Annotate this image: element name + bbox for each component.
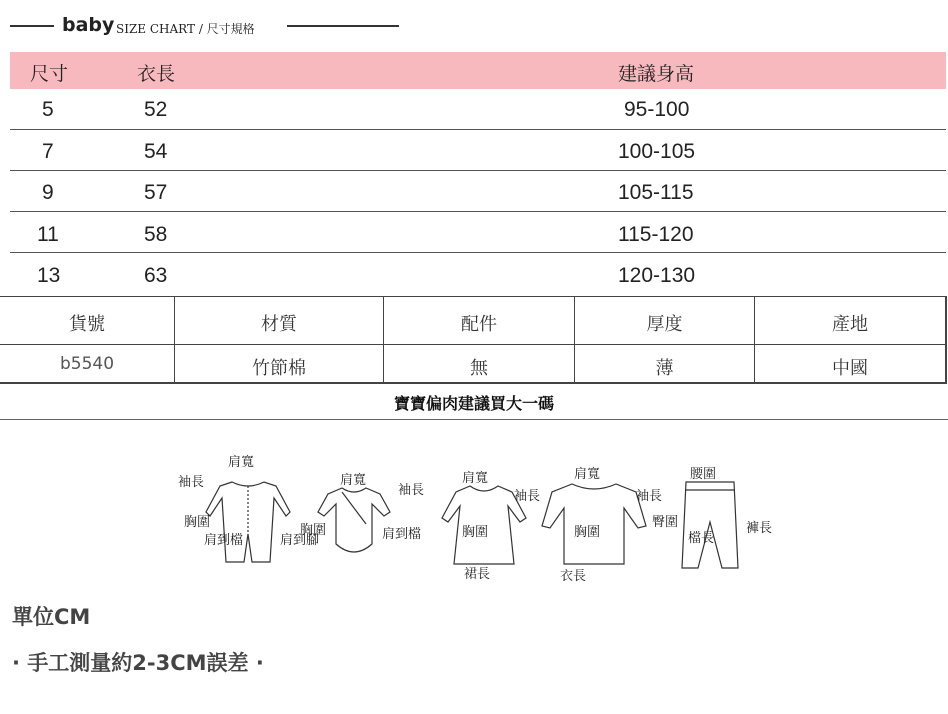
info-value-origin: 中國	[832, 358, 868, 379]
info-header-item-no: 貨號	[69, 314, 105, 335]
table-row	[10, 130, 946, 171]
table-row	[10, 171, 946, 212]
section-divider	[0, 419, 948, 420]
top-sleeve-label: 袖長	[636, 489, 663, 504]
height-cell: 100-105	[618, 140, 696, 163]
unit-label: 單位CM	[12, 605, 91, 629]
size-cell: 5	[42, 98, 54, 121]
header-divider-left	[10, 25, 54, 27]
info-value-accessories: 無	[470, 358, 488, 379]
info-header-origin: 產地	[832, 314, 868, 335]
romper-sleeve-label: 袖長	[178, 475, 205, 490]
bodysuit-chest-label: 胸圍	[300, 523, 327, 538]
height-cell: 120-130	[618, 264, 696, 287]
info-value-material: 竹節棉	[252, 358, 306, 379]
table-row	[10, 253, 946, 296]
info-border-bottom	[0, 382, 947, 384]
measurement-error-note: · 手工測量約2-3CM誤差 ·	[12, 651, 264, 675]
info-header-thickness: 厚度	[646, 314, 683, 335]
info-header-accessories: 配件	[461, 314, 497, 335]
top-illustration	[542, 484, 646, 564]
size-cell: 7	[42, 140, 54, 163]
column-size: 尺寸	[30, 63, 69, 85]
bodysuit-illustration	[318, 488, 390, 552]
product-info-table	[0, 296, 948, 384]
pants-waist-label: 腰圍	[690, 467, 717, 482]
top-chest-label: 胸圍	[574, 525, 601, 540]
size-cell: 11	[37, 223, 59, 246]
pants-length-label: 褲長	[746, 521, 773, 536]
info-border-right	[945, 296, 947, 384]
pants-illustration	[682, 482, 738, 568]
romper-chest-label: 胸圍	[184, 515, 211, 530]
size-chart-header	[10, 12, 410, 42]
column-height: 建議身高	[618, 63, 695, 85]
bodysuit-shoulder-label: 肩寬	[340, 473, 367, 488]
table-row	[10, 212, 946, 253]
dress-skirt-label: 裙長	[464, 567, 491, 582]
romper-foot-label: 肩到腳	[280, 533, 320, 548]
measurement-diagram	[160, 452, 780, 592]
header-divider-right	[287, 25, 399, 27]
length-cell: 54	[144, 140, 168, 163]
pants-hip-label: 臀圍	[652, 515, 679, 530]
height-cell: 105-115	[618, 181, 694, 204]
length-cell: 63	[144, 264, 168, 287]
dress-shoulder-label: 肩寬	[462, 471, 489, 486]
info-border-mid	[0, 344, 947, 345]
info-value-thickness: 薄	[655, 358, 674, 379]
top-length-label: 衣長	[560, 569, 587, 584]
romper-illustration	[206, 482, 290, 562]
length-cell: 52	[144, 98, 168, 121]
length-cell: 58	[144, 223, 168, 246]
pants-rise-label: 檔長	[688, 531, 715, 546]
romper-shoulder-label: 肩寬	[228, 455, 255, 470]
dress-sleeve-label: 袖長	[514, 489, 541, 504]
length-cell: 57	[144, 181, 168, 204]
dress-chest-label: 胸圍	[462, 525, 489, 540]
column-length: 衣長	[137, 63, 176, 85]
brand-label: baby	[62, 14, 115, 36]
size-cell: 13	[37, 264, 61, 287]
bodysuit-sleeve-label: 袖長	[398, 483, 425, 498]
size-table-header	[10, 52, 946, 89]
chart-title: SIZE CHART / 尺寸規格	[116, 22, 255, 36]
info-border-top	[0, 296, 947, 297]
sizing-note: 寶寶偏肉建議買大一碼	[393, 394, 554, 413]
romper-crotch-label: 肩到檔	[204, 533, 244, 548]
height-cell: 115-120	[618, 223, 694, 246]
info-value-item-no: b5540	[59, 354, 115, 374]
height-cell: 95-100	[624, 98, 690, 121]
size-cell: 9	[42, 181, 54, 204]
info-header-material: 材質	[261, 314, 297, 335]
table-row	[10, 89, 946, 130]
bodysuit-crotch-label: 肩到檔	[382, 527, 422, 542]
top-shoulder-label: 肩寬	[574, 467, 601, 482]
